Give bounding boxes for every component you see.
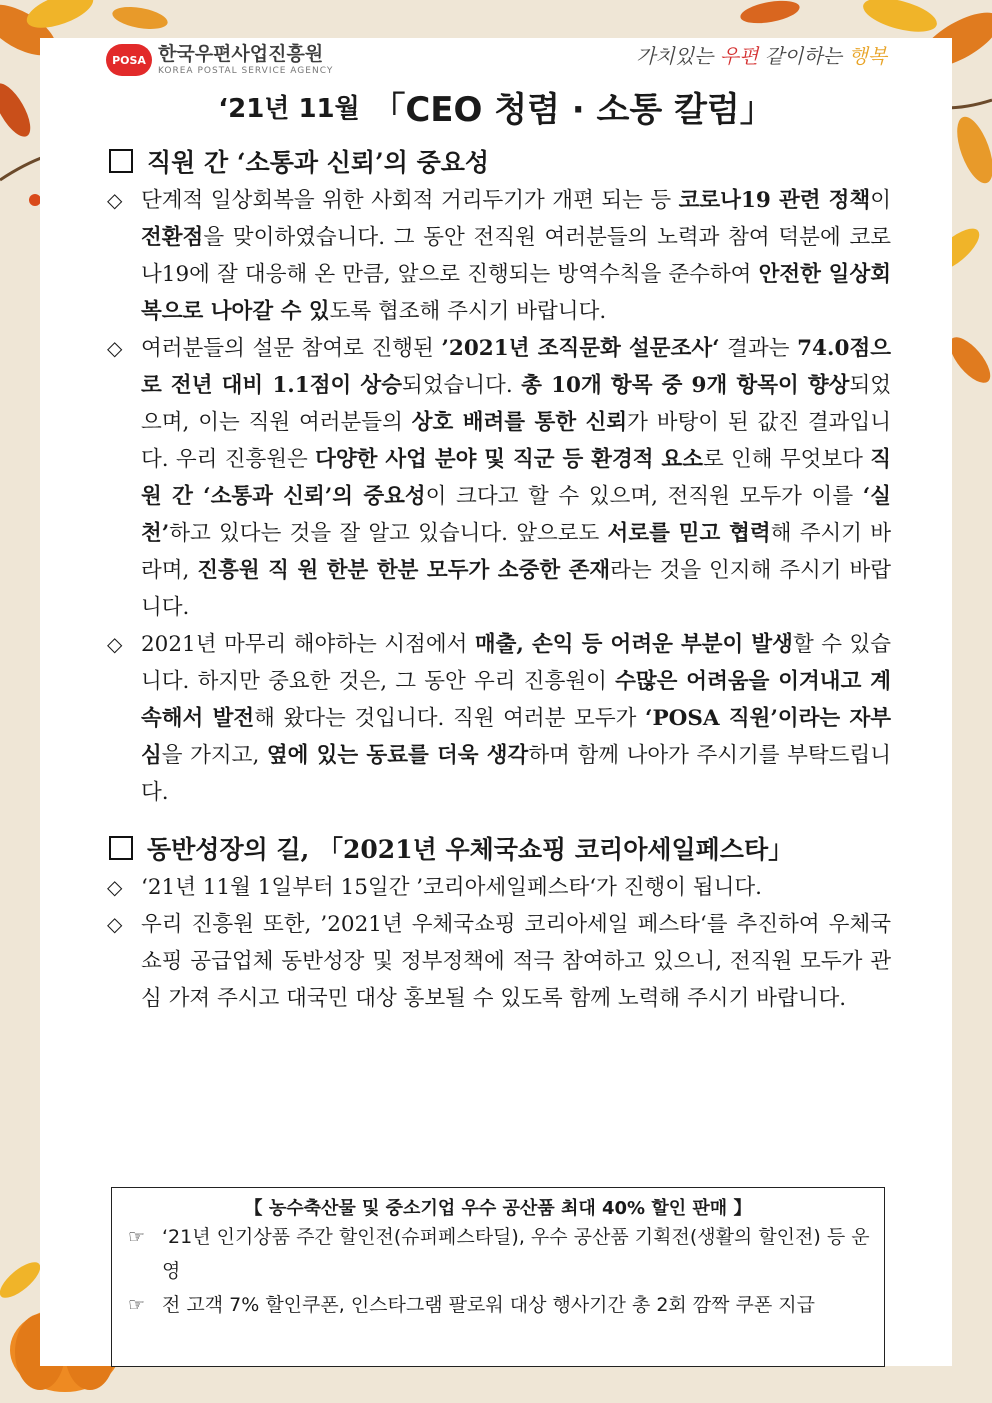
- list-item: ◇ 우리 진흥원 또한, ’2021년 우체국쇼핑 코리아세일 페스타‘를 추진하여 우체국쇼핑 공급업체 동반성장 및 정부정책에 적극 참여하고 있으니, 전직원 모두가 관심 가져 주시고 대국민 대상 홍보될 수 있도록 함께 노력해 주시기 바랍니다.: [107, 906, 891, 1017]
- list-item: ◇ 2021년 마무리 해야하는 시점에서 매출, 손익 등 어려운 부분이 발생할 수 있습니다. 하지만 중요한 것은, 그 동안 우리 진흥원이 수많은 어려움을 이겨내고 계속해서 발전해 왔다는 것입니다. 직원 여러분 모두가 ‘POSA 직원’이라는 자부심을 가지고, 옆에 있는 동료를 더욱 생각하며 함께 나아가 주시기를 부탁드립니다.: [107, 626, 891, 811]
- section-heading-communication: 직원 간 ‘소통과 신뢰’의 중요성: [107, 140, 891, 182]
- title-main: 「CEO 청렴 · 소통 칼럼」: [371, 90, 774, 130]
- page-title: [0, 82, 992, 131]
- pointing-hand-icon: ☞: [128, 1294, 146, 1316]
- checkbox-square-icon: [109, 836, 133, 860]
- title-date: ‘21년 11월: [218, 94, 360, 124]
- section-heading-korea-sale-festa: 동반성장의 길, 「2021년 우체국쇼핑 코리아세일페스타」: [107, 827, 891, 869]
- promo-item: ☞ ‘21년 인기상품 주간 할인전(슈퍼페스타딜), 우수 공산품 기획전(생활의 할인전) 등 운영: [112, 1220, 884, 1288]
- promo-title: 【 농수축산물 및 중소기업 우수 공산품 최대 40% 할인 판매 】: [244, 1198, 752, 1219]
- pointing-hand-icon: ☞: [128, 1226, 146, 1248]
- diamond-bullet-icon: ◇: [107, 336, 123, 360]
- org-logo: [106, 44, 333, 76]
- diamond-bullet-icon: ◇: [107, 912, 123, 936]
- promo-box: [111, 1187, 885, 1367]
- list-item: ◇ 단계적 일상회복을 위한 사회적 거리두기가 개편 되는 등 코로나19 관련 정책이 전환점을 맞이하였습니다. 그 동안 전직원 여러분들의 노력과 참여 덕분에 코로나19에 잘 대응해 온 만큼, 앞으로 진행되는 방역수칙을 준수하여 안전한 일상회복으로 나아갈 수 있도록 협조해 주시기 바랍니다.: [107, 182, 891, 330]
- diamond-bullet-icon: ◇: [107, 188, 123, 212]
- diamond-bullet-icon: ◇: [107, 632, 123, 656]
- list-item: ◇ ‘21년 11월 1일부터 15일간 ’코리아세일페스타‘가 진행이 됩니다.: [107, 869, 891, 906]
- promo-item: ☞ 전 고객 7% 할인쿠폰, 인스타그램 팔로워 대상 행사기간 총 2회 깜짝 쿠폰 지급: [112, 1288, 884, 1322]
- list-item: ◇ 여러분들의 설문 참여로 진행된 ’2021년 조직문화 설문조사‘ 결과는 74.0점으로 전년 대비 1.1점이 상승되었습니다. 총 10개 항목 중 9개 항목이 향상되었으며, 이는 직원 여러분들의 상호 배려를 통한 신뢰가 바탕이 된 값진 결과입니다. 우리 진흥원은 다양한 사업 분야 및 직군 등 환경적 요소로 인해 무엇보다 직원 간 ‘소통과 신뢰’의 중요성이 크다고 할 수 있으며, 전직원 모두가 이를 ‘실천’하고 있다는 것을 잘 알고 있습니다. 앞으로도 서로를 믿고 협력해 주시기 바라며, 진흥원 직 원 한분 한분 모두가 소중한 존재라는 것을 인지해 주시기 바랍니다.: [107, 330, 891, 626]
- posa-badge: POSA: [106, 44, 152, 76]
- checkbox-square-icon: [109, 149, 133, 173]
- slogan: 가치있는 우편 같이하는 행복: [636, 44, 887, 68]
- column-body: [107, 140, 891, 1017]
- diamond-bullet-icon: ◇: [107, 875, 123, 899]
- org-name-en: KOREA POSTAL SERVICE AGENCY: [158, 65, 334, 76]
- org-name-kr: 한국우편사업진흥원: [158, 42, 324, 65]
